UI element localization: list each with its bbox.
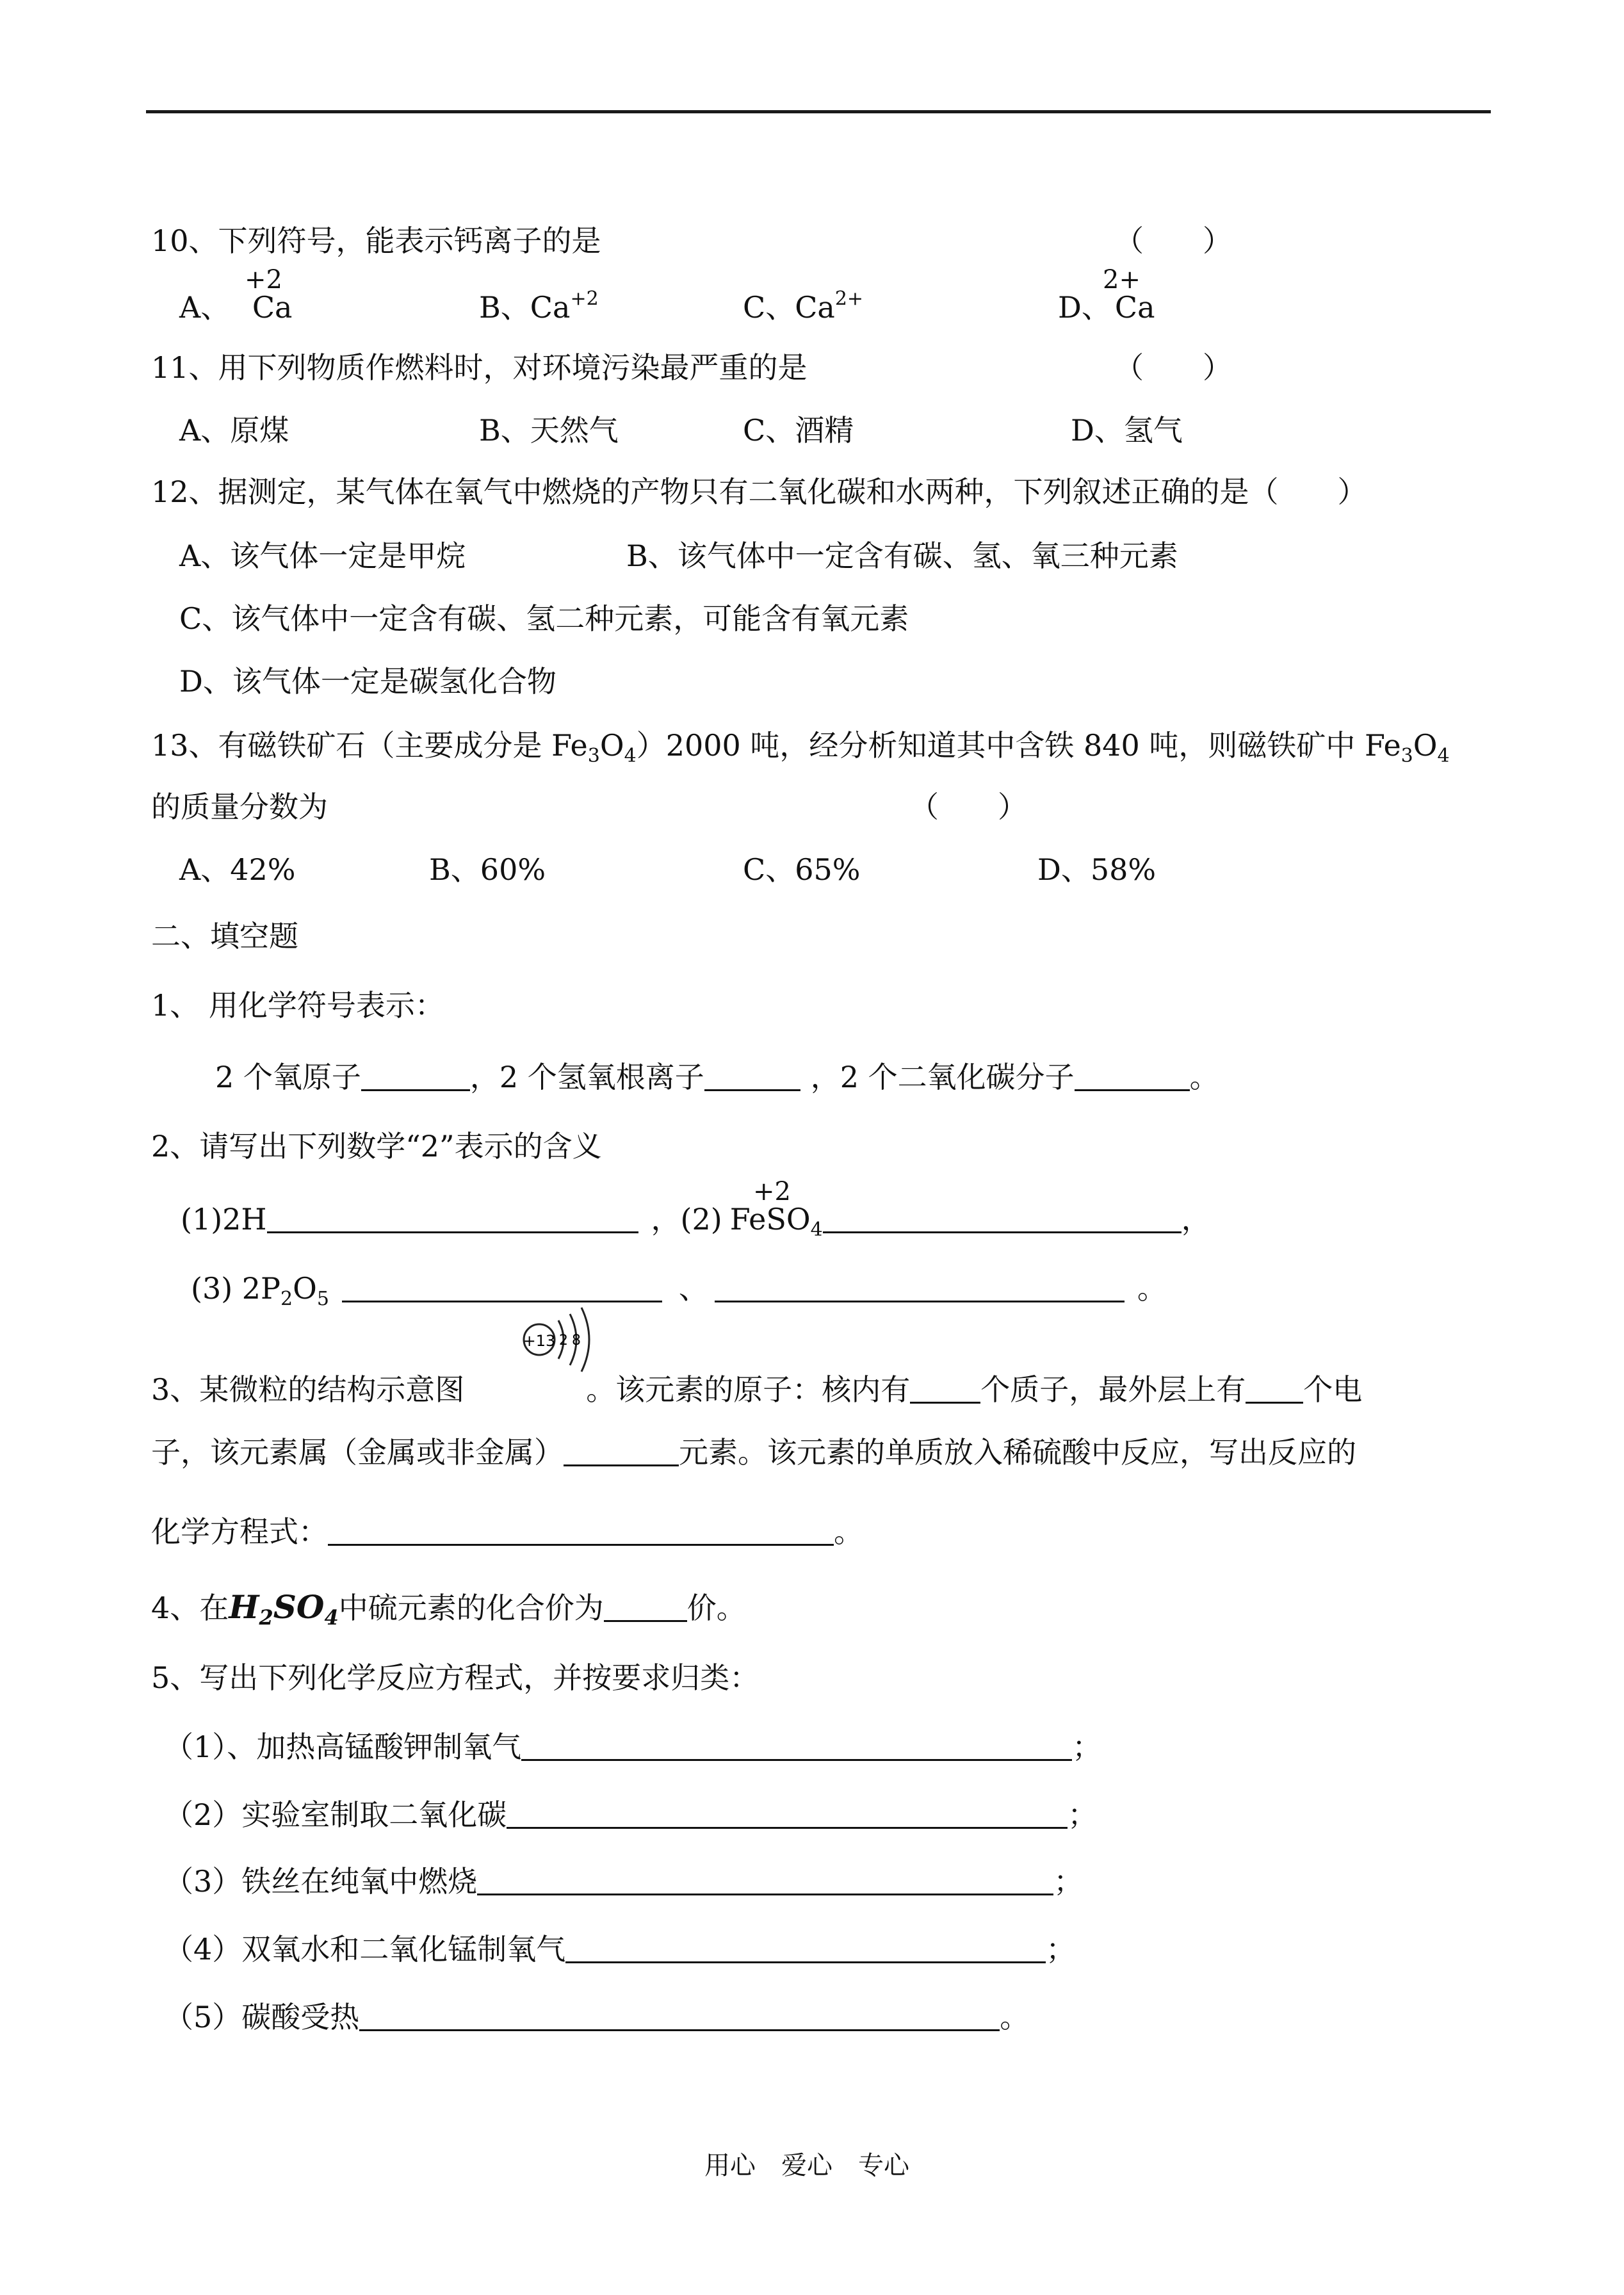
f2-blank-2[interactable] bbox=[823, 1206, 1181, 1233]
f4-formula-so: SO bbox=[273, 1588, 325, 1626]
f5-item-3-blank[interactable] bbox=[477, 1868, 1053, 1895]
page-footer: 用心 爱心 专心 bbox=[704, 2151, 909, 2180]
f5-item-4-end: ； bbox=[1046, 1932, 1076, 1967]
q13-option-d: D、58% bbox=[1037, 852, 1157, 887]
q13-sub-4: 4 bbox=[624, 745, 637, 767]
q10-option-b bbox=[479, 289, 599, 325]
section-title: 二、填空题 bbox=[151, 919, 298, 953]
q13-option-b: B、60% bbox=[429, 852, 546, 887]
f5-item-3-end: ； bbox=[1053, 1864, 1084, 1899]
q13-stem-part2: ）2000 吨，经分析知道其中含铁 840 吨，则磁铁矿中 Fe bbox=[636, 728, 1401, 763]
q11-option-b: B、天然气 bbox=[479, 413, 619, 448]
atom-structure-diagram bbox=[517, 1305, 601, 1401]
f3-blank-protons[interactable] bbox=[910, 1376, 980, 1404]
q12-stem: 12、据测定，某气体在氧气中燃烧的产物只有二氧化碳和水两种，下列叙述正确的是（ ） bbox=[151, 474, 1367, 509]
f5-item-3 bbox=[164, 1863, 1083, 1899]
f3-stem-part1: 3、某微粒的结构示意图 bbox=[151, 1372, 465, 1407]
f2-item2-label: ，(2) bbox=[651, 1202, 722, 1237]
f4-pre: 4、在 bbox=[151, 1591, 229, 1625]
f5-item-2-label: （2）实验室制取二氧化碳 bbox=[164, 1797, 507, 1832]
f1-end: 。 bbox=[1189, 1060, 1219, 1094]
q13-sub-4b: 4 bbox=[1437, 745, 1450, 767]
q13-o: O bbox=[599, 728, 624, 763]
f2-stem: 2、请写出下列数学“2”表示的含义 bbox=[151, 1129, 602, 1164]
f1-part3: ，2 个二氧化碳分子 bbox=[810, 1060, 1075, 1094]
f5-item-4-blank[interactable] bbox=[565, 1936, 1046, 1963]
f1-blank-1[interactable] bbox=[361, 1064, 470, 1091]
q12-option-a: A、该气体一定是甲烷 bbox=[179, 539, 466, 573]
q10-b-label: B、Ca bbox=[479, 290, 571, 325]
f5-stem: 5、写出下列化学反应方程式，并按要求归类： bbox=[151, 1660, 759, 1695]
q10-option-c bbox=[743, 289, 863, 325]
f5-item-3-label: （3）铁丝在纯氧中燃烧 bbox=[164, 1864, 478, 1899]
f3-line2-part2: 元素。该元素的单质放入稀硫酸中反应，写出反应的 bbox=[679, 1435, 1356, 1470]
f5-item-2 bbox=[164, 1797, 1097, 1833]
f2-sep: 、 bbox=[678, 1271, 708, 1306]
f2-item3-o: O bbox=[293, 1271, 317, 1306]
q10-c-superscript: 2+ bbox=[834, 288, 864, 310]
f5-item-5-blank[interactable] bbox=[359, 2004, 1000, 2031]
q12-option-d: D、该气体一定是碳氢化合物 bbox=[179, 664, 556, 699]
f5-item-1-blank[interactable] bbox=[521, 1733, 1072, 1761]
q11-stem: 11、用下列物质作燃料时，对环境污染最严重的是 bbox=[151, 350, 808, 385]
f4-line bbox=[151, 1588, 746, 1630]
q12-option-c: C、该气体中一定含有碳、氢二种元素，可能含有氧元素 bbox=[179, 601, 909, 636]
q13-stem bbox=[151, 727, 1450, 767]
q11-option-a: A、原煤 bbox=[179, 413, 289, 448]
q11-option-c: C、酒精 bbox=[743, 413, 854, 448]
f5-item-1 bbox=[164, 1729, 1101, 1765]
q11-option-d: D、氢气 bbox=[1071, 413, 1183, 448]
q10-d-label: D、 bbox=[1058, 290, 1111, 325]
f1-part1: 2 个氧原子 bbox=[215, 1060, 361, 1094]
f2-blank-4[interactable] bbox=[715, 1275, 1125, 1302]
f1-part2: ，2 个氢氧根离子 bbox=[469, 1060, 704, 1094]
q13-stem-line2: 的质量分数为 bbox=[151, 790, 328, 824]
q10-d-symbol: Ca bbox=[1114, 290, 1155, 325]
f2-blank-1[interactable] bbox=[267, 1206, 638, 1233]
f4-post: 中硫元素的化合价为 bbox=[338, 1591, 604, 1625]
f4-formula bbox=[229, 1588, 339, 1630]
f2-item3: (3) 2P bbox=[191, 1271, 280, 1306]
q13-option-c: C、65% bbox=[743, 852, 861, 887]
shell-2-electrons: 8 bbox=[572, 1333, 581, 1349]
f5-item-1-end: ； bbox=[1072, 1730, 1102, 1764]
q10-b-superscript: +2 bbox=[570, 288, 599, 310]
header-rule bbox=[146, 110, 1491, 113]
f4-formula-sub2: 2 bbox=[259, 1605, 273, 1630]
q13-sub-3b: 3 bbox=[1401, 745, 1413, 767]
shell-arc-3 bbox=[581, 1308, 589, 1372]
f2-item3-sub1: 2 bbox=[280, 1288, 293, 1310]
f2-item1: (1)2H bbox=[181, 1202, 267, 1237]
q13-stem-part1: 13、有磁铁矿石（主要成分是 Fe bbox=[151, 728, 588, 763]
f3-stem-part3: 个质子，最外层上有 bbox=[980, 1372, 1246, 1407]
f2-fe-overscript: +2 bbox=[753, 1177, 791, 1206]
f5-item-5-end: 。 bbox=[1000, 2000, 1030, 2034]
q10-a-overscript: +2 bbox=[245, 265, 282, 295]
f5-item-5 bbox=[164, 1999, 1029, 2035]
q10-answer-paren: （ ） bbox=[1114, 223, 1232, 258]
f2-item3-sub2: 5 bbox=[316, 1288, 329, 1310]
q13-option-a: A、42% bbox=[179, 852, 296, 887]
f4-formula-sub4: 4 bbox=[324, 1605, 339, 1630]
f1-blank-2[interactable] bbox=[704, 1064, 800, 1091]
f3-stem-part4: 个电 bbox=[1303, 1372, 1363, 1407]
f2-blank-3[interactable] bbox=[342, 1275, 662, 1302]
f2-line1 bbox=[181, 1201, 1211, 1241]
q10-stem: 10、下列符号，能表示钙离子的是 bbox=[151, 223, 601, 258]
f1-line bbox=[215, 1059, 1219, 1095]
f5-item-4-label: （4）双氧水和二氧化锰制氧气 bbox=[164, 1932, 566, 1967]
q10-option-d bbox=[1058, 289, 1155, 325]
f5-item-2-blank[interactable] bbox=[507, 1801, 1068, 1829]
f5-item-2-end: ； bbox=[1068, 1797, 1098, 1832]
f5-item-5-label: （5）碳酸受热 bbox=[164, 2000, 360, 2034]
f3-line1 bbox=[151, 1372, 1362, 1407]
f5-item-1-label: （1）、加热高锰酸钾制氧气 bbox=[164, 1730, 522, 1764]
f3-line3-label: 化学方程式： bbox=[151, 1514, 328, 1549]
nucleus-label: +13 bbox=[523, 1332, 556, 1350]
q10-a-label: A、 bbox=[179, 290, 231, 325]
f2-feso-sub: 4 bbox=[810, 1219, 823, 1241]
f3-stem-part2: 。该元素的原子：核内有 bbox=[586, 1372, 911, 1407]
f3-line3 bbox=[151, 1514, 863, 1550]
q10-a-symbol: Ca bbox=[252, 290, 293, 325]
f3-line2-part1: 子，该元素属（金属或非金属） bbox=[151, 1435, 564, 1470]
f4-formula-h: H bbox=[229, 1588, 259, 1626]
q11-answer-paren: （ ） bbox=[1114, 350, 1232, 385]
f1-stem: 1、 用化学符号表示： bbox=[151, 988, 444, 1023]
f2-line2 bbox=[191, 1270, 1167, 1310]
q10-d-overscript: 2+ bbox=[1103, 265, 1141, 295]
f4-end: 价。 bbox=[686, 1591, 746, 1625]
f1-blank-3[interactable] bbox=[1075, 1064, 1190, 1091]
f2-end: 。 bbox=[1137, 1271, 1167, 1306]
q13-sub-3: 3 bbox=[587, 745, 600, 767]
f2-feso: FeSO bbox=[729, 1202, 811, 1237]
f3-blank-type[interactable] bbox=[564, 1439, 679, 1466]
f4-blank[interactable] bbox=[604, 1594, 687, 1622]
q10-option-a bbox=[179, 289, 292, 325]
f3-end: 。 bbox=[834, 1514, 863, 1549]
f5-item-4 bbox=[164, 1931, 1075, 1967]
f3-blank-equation[interactable] bbox=[328, 1518, 834, 1546]
q12-option-b: B、该气体中一定含有碳、氢、氧三种元素 bbox=[626, 539, 1178, 573]
f3-blank-outer[interactable] bbox=[1246, 1376, 1303, 1404]
f2-comma: ， bbox=[1181, 1202, 1211, 1237]
q13-o-b: O bbox=[1413, 728, 1438, 763]
shell-1-electrons: 2 bbox=[559, 1333, 568, 1349]
f3-line2 bbox=[151, 1434, 1356, 1470]
q13-answer-paren: （ ） bbox=[909, 790, 1027, 824]
q10-c-label: C、Ca bbox=[743, 290, 835, 325]
